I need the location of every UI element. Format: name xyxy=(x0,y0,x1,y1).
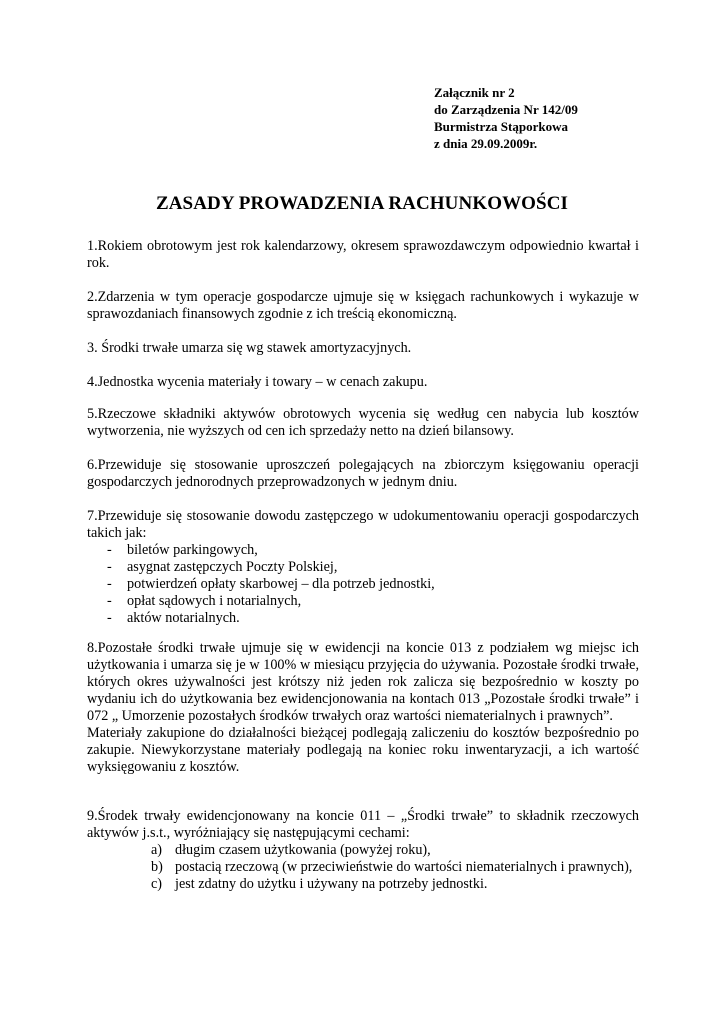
list-marker: c) xyxy=(151,876,163,892)
paragraph-6-text: 6.Przewiduje się stosowanie uproszczeń polegających na zbiorczym księgowaniu operacji gospodarczych jednorodnych przeprowadzonych w jednym dniu. xyxy=(87,457,639,490)
paragraph-9-intro: 9.Środek trwały ewidencjonowany na koncie 011 – „Środki trwałe” to składnik rzeczowych aktywów j.s.t., wyróżniający się następującymi cechami: xyxy=(87,808,639,841)
paragraph-4-text: 4.Jednostka wycenia materiały i towary – w cenach zakupu. xyxy=(87,374,428,390)
list-item-text: jest zdatny do użytku i używany na potrzeby jednostki. xyxy=(175,876,488,892)
list-dash: - xyxy=(107,559,112,575)
list-item xyxy=(87,593,639,610)
paragraph-8-materials-text: Materiały zakupione do działalności bieżącej podlegają zaliczeniu do kosztów bezpośrednio po zakupie. Niewykorzystane materiały podlegają na koniec roku inwentaryzacji, a ich wartość wyksięgowaniu z kosztów. xyxy=(87,725,639,775)
paragraph-1 xyxy=(87,238,639,272)
paragraph-7 xyxy=(87,508,639,627)
paragraph-4 xyxy=(87,374,639,391)
list-item xyxy=(87,610,639,627)
list-dash: - xyxy=(107,593,112,609)
header-line-1: Załącznik nr 2 xyxy=(434,85,515,100)
list-item xyxy=(87,842,639,859)
proof-documents-list xyxy=(87,542,639,627)
list-item xyxy=(87,576,639,593)
list-item-text: potwierdzeń opłaty skarbowej – dla potrzeb jednostki, xyxy=(127,576,435,592)
header-line-4: z dnia 29.09.2009r. xyxy=(434,136,538,151)
paragraph-6 xyxy=(87,457,639,491)
paragraph-9 xyxy=(87,808,639,893)
paragraph-3-text: 3. Środki trwałe umarza się wg stawek amortyzacyjnych. xyxy=(87,340,412,356)
list-dash: - xyxy=(107,576,112,592)
header-line-3: Burmistrza Stąporkowa xyxy=(434,119,568,134)
list-item-text: asygnat zastępczych Poczty Polskiej, xyxy=(127,559,338,575)
paragraph-3 xyxy=(87,340,639,357)
list-dash: - xyxy=(107,542,112,558)
list-item-text: opłat sądowych i notarialnych, xyxy=(127,593,302,609)
paragraph-2 xyxy=(87,289,639,323)
list-item-text: postacią rzeczową (w przeciwieństwie do wartości niematerialnych i prawnych), xyxy=(175,859,633,875)
paragraph-1-text: 1.Rokiem obrotowym jest rok kalendarzowy, okresem sprawozdawczym odpowiednio kwartał i rok. xyxy=(87,238,639,271)
list-dash: - xyxy=(107,610,112,626)
fixed-asset-features-list xyxy=(87,842,639,893)
list-item-text: aktów notarialnych. xyxy=(127,610,240,626)
attachment-header xyxy=(434,84,694,152)
list-item xyxy=(87,542,639,559)
paragraph-5 xyxy=(87,406,639,440)
document-title: ZASADY PROWADZENIA RACHUNKOWOŚCI xyxy=(155,193,569,214)
paragraph-7-intro: 7.Przewiduje się stosowanie dowodu zastępczego w udokumentowaniu operacji gospodarczych takich jak: xyxy=(87,508,639,541)
list-item xyxy=(87,559,639,576)
list-item xyxy=(87,876,639,893)
list-item-text: biletów parkingowych, xyxy=(127,542,258,558)
header-line-2: do Zarządzenia Nr 142/09 xyxy=(434,102,578,117)
paragraph-8-text: 8.Pozostałe środki trwałe ujmuje się w ewidencji na koncie 013 z podziałem wg miejsc ich użytkowania i umarza się je w 100% w miesiącu przyjęcia do używania. Pozostałe środki trwałe, których okres używalności jest krótszy niż jeden rok zalicza się bezpośrednio w koszty po wydaniu ich do użytkowania bez ewidencjonowania na kontach 013 „Pozostałe środki trwałe” i 072 „ Umorzenie pozostałych środków trwałych oraz wartości niematerialnych i prawnych”. xyxy=(87,640,639,724)
list-item xyxy=(87,859,639,876)
list-marker: a) xyxy=(151,842,163,858)
paragraph-8 xyxy=(87,640,639,776)
list-item-text: długim czasem użytkowania (powyżej roku), xyxy=(175,842,431,858)
paragraph-2-text: 2.Zdarzenia w tym operacje gospodarcze ujmuje się w księgach rachunkowych i wykazuje w sprawozdaniach finansowych zgodnie z ich treścią ekonomiczną. xyxy=(87,289,639,322)
paragraph-5-text: 5.Rzeczowe składniki aktywów obrotowych wycenia się według cen nabycia lub kosztów wytworzenia, nie wyższych od cen ich sprzedaży netto na dzień bilansowy. xyxy=(87,406,639,439)
list-marker: b) xyxy=(151,859,163,875)
